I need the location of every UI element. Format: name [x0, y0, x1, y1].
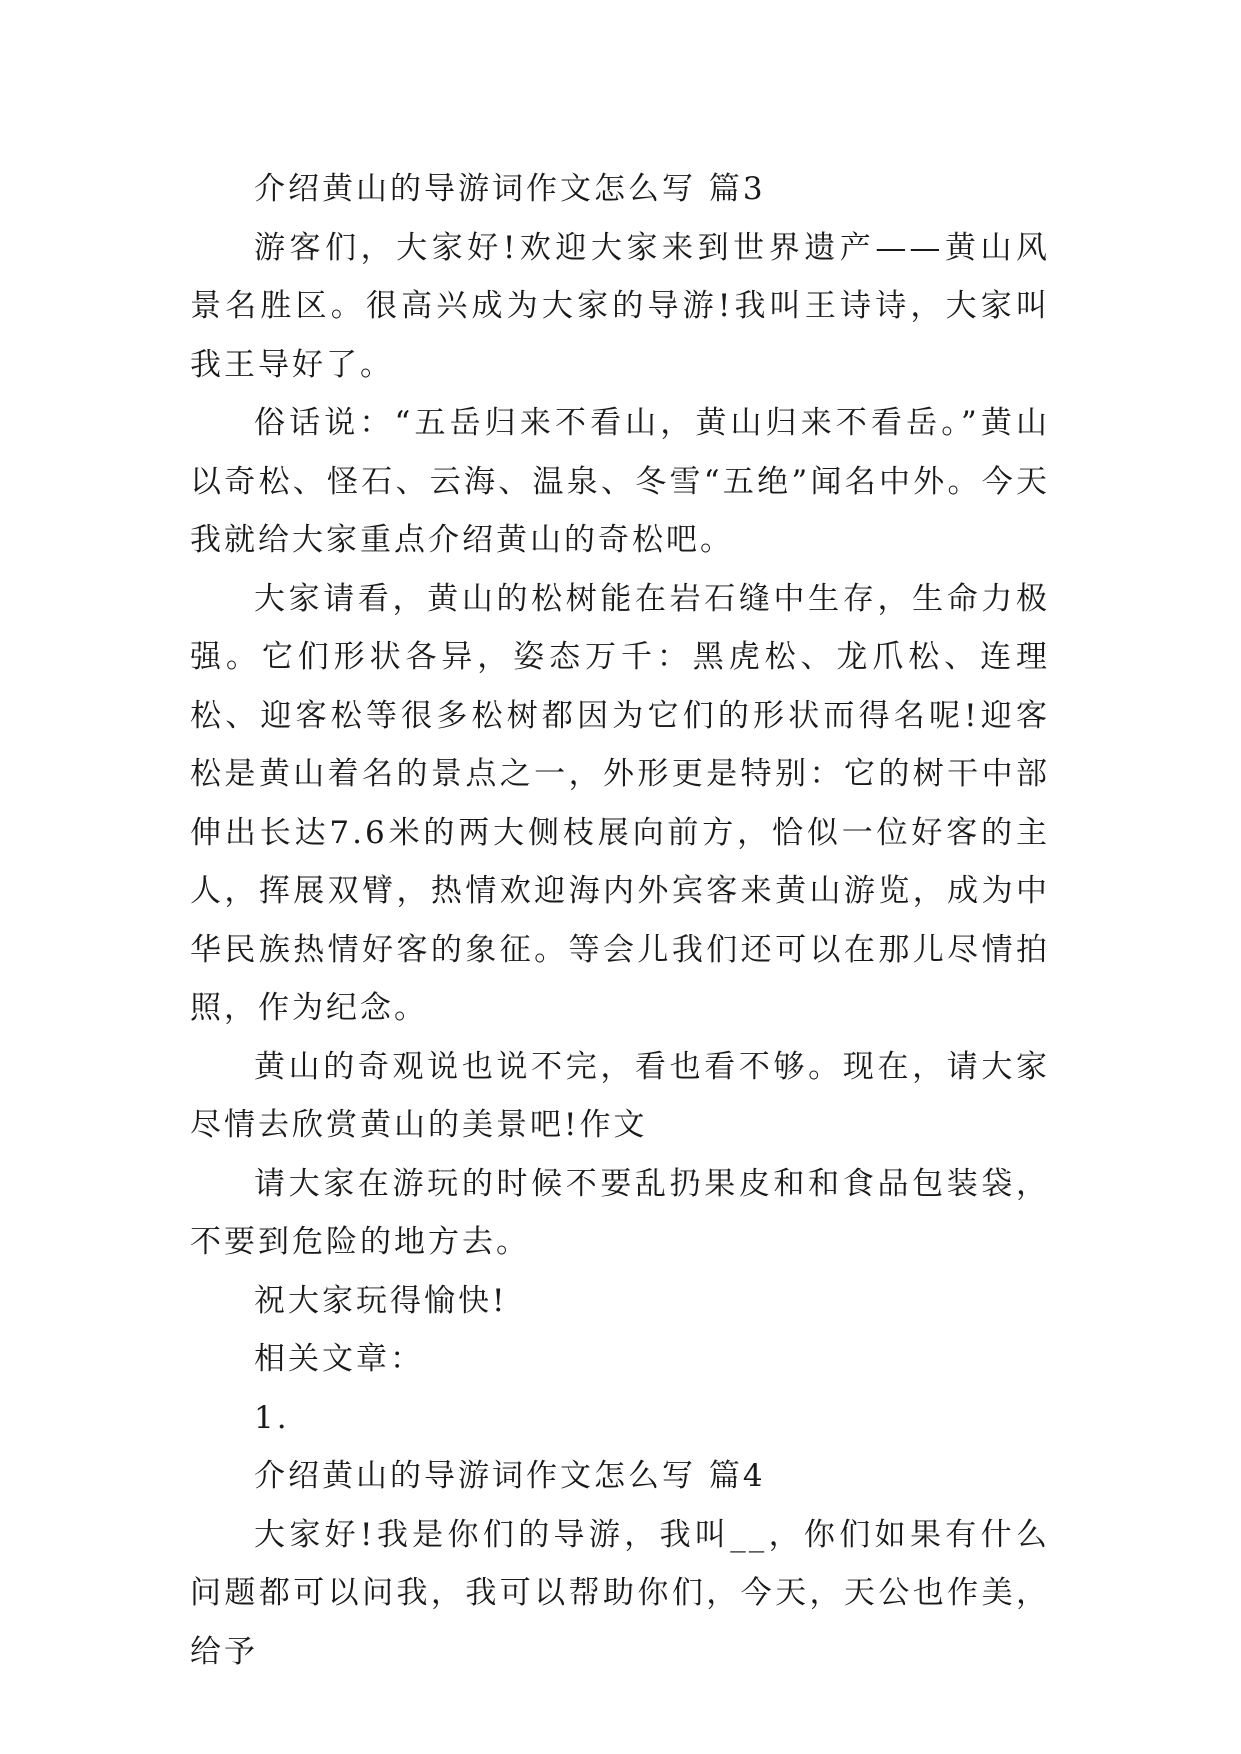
section-heading-4: 介绍黄山的导游词作文怎么写 篇4: [254, 1458, 766, 1494]
section-heading-3: 介绍黄山的导游词作文怎么写 篇3: [254, 171, 766, 207]
related-article-item: 1.: [254, 1399, 290, 1436]
paragraph-pines: 大家请看，黄山的松树能在岩石缝中生存，生命力极强。它们形状各异，姿态万千：黑虎松、龙爪松、连理松、迎客松等很多松树都因为它们的形状而得名呢!迎客松是黄山着名的景点之一，外形更是特别：它的树干中部伸出长达7.6米的两大侧枝展向前方，恰似一位好客的主人，挥展双臂，热情欢迎海内外宾客来黄山游览，成为中华民族热情好客的象征。等会儿我们还可以在那儿尽情拍照，作为纪念。: [190, 580, 1050, 1026]
paragraph-scenery: 黄山的奇观说也说不完，看也看不够。现在，请大家尽情去欣赏黄山的美景吧!作文: [190, 1048, 1050, 1143]
document-body: [190, 160, 1050, 1681]
paragraph-intro-4: 大家好!我是你们的导游，我叫__，你们如果有什么问题都可以问我，我可以帮助你们，今天，天公也作美，给予: [190, 1516, 1050, 1670]
paragraph-wish: 祝大家玩得愉快!: [254, 1282, 508, 1319]
paragraph-proverb: 俗话说：“五岳归来不看山，黄山归来不看岳。”黄山以奇松、怪石、云海、温泉、冬雪“五绝”闻名中外。今天我就给大家重点介绍黄山的奇松吧。: [190, 405, 1050, 558]
related-articles-label: 相关文章：: [254, 1341, 424, 1377]
paragraph-reminder: 请大家在游玩的时候不要乱扔果皮和和食品包装袋，不要到危险的地方去。: [190, 1165, 1050, 1260]
paragraph-greeting: 游客们，大家好!欢迎大家来到世界遗产——黄山风景名胜区。很高兴成为大家的导游!我叫王诗诗，大家叫我王导好了。: [190, 229, 1050, 383]
